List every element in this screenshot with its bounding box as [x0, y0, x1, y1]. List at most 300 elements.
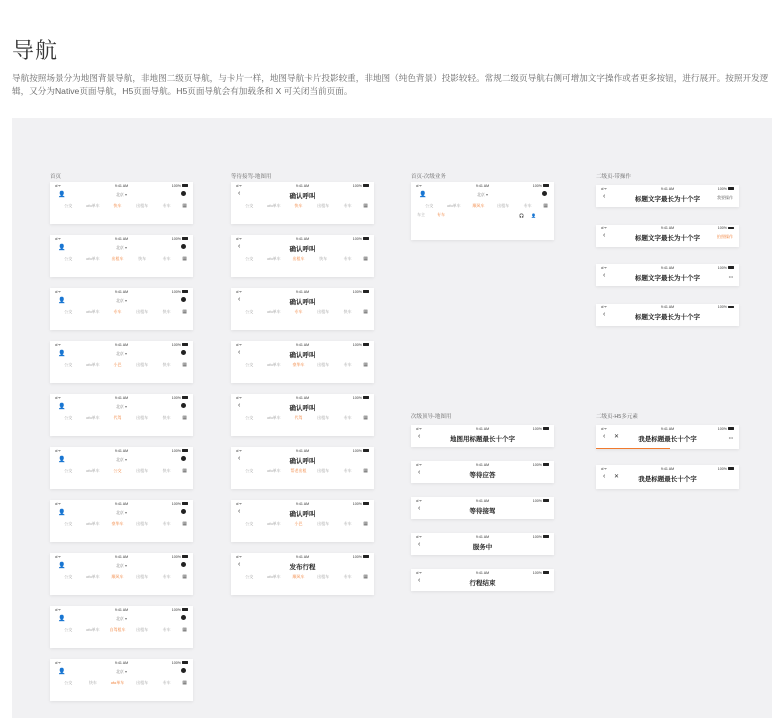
service-tab[interactable]: 公交 — [64, 467, 73, 473]
back-icon[interactable]: ‹ — [238, 560, 241, 568]
message-icon[interactable] — [181, 668, 186, 673]
service-tab[interactable]: ofo单车 — [110, 679, 125, 685]
home-header — [50, 347, 193, 360]
service-tab[interactable]: 专车 — [162, 626, 171, 632]
message-icon[interactable] — [181, 244, 186, 249]
battery — [353, 449, 369, 453]
signal-icon: •ıl ᯤ — [416, 498, 422, 503]
service-tab[interactable]: 出租车 — [317, 202, 330, 208]
signal-icon: •ıl ᯤ — [236, 395, 242, 400]
service-tab[interactable]: ofo单车 — [267, 361, 281, 367]
service-tab[interactable]: 公交 — [64, 414, 73, 420]
service-tabs — [231, 572, 374, 581]
service-tab[interactable]: 豪华车 — [292, 361, 305, 367]
page-description: 导航按照场景分为地图背景导航，非地图二级页导航，与卡片一样，地图导航卡片投影较重，非地图（纯色背景）投影较轻。常规二级页导航右侧可增加文字操作或者更多按钮，进行展开。按照开发逻辑，又分为Native页面导航，H5页面导航。H5页面导航会有加载条和 X 可关闭当前页面。 — [12, 73, 769, 96]
service-tab[interactable]: 小巴 — [294, 520, 303, 526]
message-icon[interactable] — [181, 615, 186, 620]
nav-card — [411, 425, 554, 447]
grid-icon[interactable]: ▦ — [363, 573, 368, 580]
battery-icon — [543, 571, 549, 574]
nav-title: 标题文字最长为十个字 — [635, 274, 700, 282]
close-icon[interactable]: ✕ — [614, 474, 620, 480]
back-icon[interactable]: ‹ — [238, 401, 241, 409]
service-tab[interactable]: 出租车 — [136, 414, 149, 420]
battery-label: 100% — [352, 395, 362, 400]
city-selector[interactable]: 北京 ▾ — [115, 298, 128, 303]
service-tab[interactable]: 专车 — [343, 255, 352, 261]
service-tab[interactable]: ofo单车 — [267, 520, 281, 526]
service-tab[interactable]: 出租车 — [317, 414, 330, 420]
section-label: 首页-次级业务 — [411, 174, 446, 180]
nav-header — [596, 191, 739, 203]
back-icon[interactable]: ‹ — [603, 192, 606, 200]
service-tab[interactable]: ofo单车 — [86, 202, 100, 208]
service-tab[interactable]: 公交 — [245, 520, 254, 526]
battery — [172, 237, 188, 241]
city-selector[interactable]: 北京 ▾ — [115, 616, 128, 621]
message-icon[interactable] — [181, 509, 186, 514]
nav-card — [50, 394, 193, 436]
battery-icon — [182, 237, 188, 240]
city-selector[interactable]: 北京 ▾ — [115, 351, 128, 356]
nav-title: 确认呼叫 — [289, 404, 316, 412]
back-icon[interactable]: ‹ — [418, 432, 421, 440]
service-tab[interactable]: 专车 — [162, 202, 171, 208]
service-tabs — [50, 519, 193, 528]
service-tab[interactable]: 出租车 — [136, 202, 149, 208]
nav-title: 我是标题最长十个字 — [638, 475, 697, 483]
battery — [533, 463, 549, 467]
user-icon[interactable]: 👤 — [58, 404, 66, 410]
section-label: 二级页-带操作 — [596, 174, 631, 180]
back-icon[interactable]: ‹ — [238, 189, 241, 197]
back-icon[interactable]: ‹ — [238, 454, 241, 462]
nav-header — [596, 231, 739, 243]
service-tab[interactable]: 公交 — [64, 573, 73, 579]
status-time: 9:41 AM — [295, 554, 310, 559]
message-icon[interactable] — [181, 562, 186, 567]
service-tab[interactable]: 公交 — [64, 361, 73, 367]
city-selector[interactable]: 北京 ▾ — [115, 192, 128, 197]
service-tab[interactable]: 公交 — [425, 202, 434, 208]
nav-title: 确认呼叫 — [289, 457, 316, 465]
status-time: 9:41 AM — [295, 448, 310, 453]
city-selector[interactable]: 北京 ▾ — [115, 563, 128, 568]
service-tab[interactable]: ofo单车 — [267, 414, 281, 420]
service-tab[interactable]: 出租车 — [317, 467, 330, 473]
service-tab[interactable]: 出租车 — [136, 573, 149, 579]
service-tab[interactable]: ofo单车 — [86, 414, 100, 420]
service-tab[interactable]: 出租车 — [136, 520, 149, 526]
nav-title: 我是标题最长十个字 — [638, 435, 697, 443]
service-tab[interactable]: ofo单车 — [86, 308, 100, 314]
service-tab[interactable]: 顺风车 — [111, 573, 124, 579]
grid-icon[interactable]: ▦ — [363, 308, 368, 315]
grid-icon[interactable]: ▦ — [363, 467, 368, 474]
battery-label: 100% — [171, 607, 181, 612]
back-icon[interactable]: ‹ — [603, 271, 606, 279]
service-tabs — [50, 678, 193, 687]
service-tab[interactable]: 公交 — [113, 467, 122, 473]
service-tab[interactable]: ofo单车 — [447, 202, 461, 208]
service-tab[interactable]: 出租车 — [136, 361, 149, 367]
home-header — [50, 612, 193, 625]
nav-title: 等待接驾 — [469, 507, 496, 515]
battery-icon — [182, 661, 188, 664]
home-header — [50, 294, 193, 307]
back-icon[interactable]: ‹ — [238, 507, 241, 515]
battery-label: 100% — [532, 534, 542, 539]
service-tab[interactable]: 出租车 — [317, 520, 330, 526]
user-icon[interactable]: 👤 — [419, 192, 427, 198]
grid-icon[interactable]: ▦ — [182, 520, 187, 527]
nav-action[interactable]: 拍照操作 — [717, 234, 733, 239]
nav-header — [231, 453, 374, 466]
service-tab[interactable]: 专车 — [294, 308, 303, 314]
status-time: 9:41 AM — [660, 426, 675, 431]
message-icon[interactable] — [181, 191, 186, 196]
service-tab[interactable]: 专车 — [162, 573, 171, 579]
nav-title: 确认呼叫 — [289, 351, 316, 359]
nav-card — [50, 182, 193, 224]
battery-icon — [543, 184, 549, 187]
nav-header — [596, 310, 739, 322]
sub-tab[interactable]: 车主 — [417, 212, 425, 217]
page-title: 导航 — [12, 38, 59, 63]
signal-icon: •ıl ᯤ — [55, 501, 61, 506]
service-tab[interactable]: 出租车 — [136, 308, 149, 314]
battery — [172, 502, 188, 506]
signal-icon: •ıl ᯤ — [236, 236, 242, 241]
battery — [172, 343, 188, 347]
service-tab[interactable]: 专车 — [162, 679, 171, 685]
service-tab[interactable]: ofo单车 — [267, 255, 281, 261]
service-tab[interactable]: ofo单车 — [86, 573, 100, 579]
service-tab[interactable]: 公交 — [245, 255, 254, 261]
service-tab[interactable]: 快车 — [162, 308, 171, 314]
battery-label: 100% — [352, 342, 362, 347]
service-tabs — [50, 466, 193, 475]
back-icon[interactable]: ‹ — [238, 295, 241, 303]
user-icon[interactable]: 👤 — [58, 298, 66, 304]
status-time: 9:41 AM — [295, 395, 310, 400]
service-tab[interactable]: ofo单车 — [86, 520, 100, 526]
back-icon[interactable]: ‹ — [418, 540, 421, 548]
back-icon[interactable]: ‹ — [603, 472, 606, 480]
grid-icon[interactable]: ▦ — [363, 520, 368, 527]
signal-icon: •ıl ᯤ — [601, 265, 607, 270]
battery-label: 100% — [532, 426, 542, 431]
grid-icon[interactable]: ▦ — [182, 414, 187, 421]
signal-icon: •ıl ᯤ — [55, 236, 61, 241]
battery-icon — [182, 184, 188, 187]
service-tabs — [50, 625, 193, 634]
back-icon[interactable]: ‹ — [603, 432, 606, 440]
user-icon[interactable]: 👤 — [58, 192, 66, 198]
battery-label: 100% — [352, 501, 362, 506]
service-tabs — [231, 519, 374, 528]
service-tab[interactable]: 快车 — [319, 255, 328, 261]
home-header — [50, 665, 193, 678]
city-selector[interactable]: 北京 ▾ — [115, 457, 128, 462]
close-icon[interactable]: ✕ — [614, 434, 620, 440]
service-tabs — [50, 201, 193, 210]
user-icon[interactable]: 👤 — [58, 616, 66, 622]
service-tab[interactable]: 出租车 — [317, 573, 330, 579]
signal-icon: •ıl ᯤ — [55, 607, 61, 612]
battery-label: 100% — [352, 289, 362, 294]
service-tab[interactable]: 帮老出租 — [290, 467, 307, 473]
signal-icon: •ıl ᯤ — [236, 501, 242, 506]
service-tab[interactable]: 专车 — [343, 202, 352, 208]
service-tab[interactable]: 快车 — [113, 202, 122, 208]
user-icon[interactable]: 👤 — [58, 669, 66, 675]
grid-icon[interactable]: ▦ — [182, 308, 187, 315]
service-tab[interactable]: 豪华车 — [111, 520, 124, 526]
service-tab[interactable]: 公交 — [245, 414, 254, 420]
battery-label: 100% — [717, 426, 727, 431]
nav-action[interactable]: ••• — [728, 273, 733, 279]
service-tab[interactable]: 专车 — [343, 361, 352, 367]
nav-card — [411, 569, 554, 591]
nav-card — [596, 425, 739, 449]
back-icon[interactable]: ‹ — [418, 576, 421, 584]
service-tab[interactable]: ofo单车 — [86, 361, 100, 367]
signal-icon: •ıl ᯤ — [601, 226, 607, 230]
service-tabs — [411, 201, 554, 210]
nav-card — [411, 533, 554, 555]
grid-icon[interactable]: ▦ — [543, 202, 548, 209]
service-tab[interactable]: 公交 — [64, 255, 73, 261]
battery-icon — [728, 187, 734, 190]
service-tab[interactable]: 出租车 — [497, 202, 510, 208]
service-tab[interactable]: 专车 — [162, 255, 171, 261]
battery-icon — [182, 396, 188, 399]
message-icon[interactable] — [181, 456, 186, 461]
service-tab[interactable]: 公交 — [64, 202, 73, 208]
grid-icon[interactable]: ▦ — [182, 467, 187, 474]
signal-icon: •ıl ᯤ — [416, 183, 422, 188]
service-tab[interactable]: 出租车 — [317, 361, 330, 367]
nav-title: 确认呼叫 — [289, 298, 316, 306]
status-time: 9:41 AM — [660, 265, 675, 270]
service-tab[interactable]: 快车 — [162, 361, 171, 367]
grid-icon[interactable]: ▦ — [363, 202, 368, 209]
service-tab[interactable]: 顺风车 — [292, 573, 305, 579]
status-time: 9:41 AM — [114, 554, 129, 559]
back-icon[interactable]: ‹ — [238, 242, 241, 250]
service-tab[interactable]: ofo单车 — [86, 255, 100, 261]
service-tab[interactable]: 专车 — [523, 202, 532, 208]
user-icon[interactable]: 👤 — [58, 457, 66, 463]
user-icon[interactable]: 👤 — [58, 245, 66, 251]
status-time: 9:41 AM — [114, 236, 129, 241]
headset-icon[interactable]: 🎧 — [519, 212, 524, 218]
more-icon[interactable]: ••• — [728, 434, 733, 440]
nav-header — [231, 241, 374, 254]
grid-icon[interactable]: ▦ — [182, 626, 187, 633]
grid-icon[interactable]: ▦ — [182, 255, 187, 262]
user-icon[interactable]: 👤 — [58, 563, 66, 569]
status-time: 9:41 AM — [295, 236, 310, 241]
nav-header — [411, 503, 554, 515]
service-tab[interactable]: ofo单车 — [86, 467, 100, 473]
battery-label: 100% — [171, 183, 181, 188]
service-tab[interactable]: ofo单车 — [267, 202, 281, 208]
service-tab[interactable]: 快车 — [88, 679, 97, 685]
nav-title: 标题文字最长为十个字 — [635, 314, 700, 321]
service-tab[interactable]: 专车 — [343, 414, 352, 420]
battery — [172, 555, 188, 559]
service-tab[interactable]: 快车 — [343, 308, 352, 314]
service-tabs — [231, 466, 374, 475]
service-tab[interactable]: 代驾 — [294, 414, 303, 420]
home-header — [411, 188, 554, 201]
status-time: 9:41 AM — [475, 498, 490, 503]
battery-icon — [182, 449, 188, 452]
sub-tab[interactable]: 专车 — [437, 212, 445, 217]
message-icon[interactable] — [181, 350, 186, 355]
battery — [718, 187, 734, 191]
nav-action[interactable]: 我要操作 — [717, 194, 733, 200]
battery-label: 100% — [717, 305, 727, 309]
service-tab[interactable]: 快车 — [138, 255, 147, 261]
message-icon[interactable] — [181, 403, 186, 408]
service-tab[interactable]: 出租车 — [136, 679, 149, 685]
section-label: 首页 — [50, 174, 62, 180]
city-selector[interactable]: 北京 ▾ — [115, 404, 128, 409]
grid-icon[interactable]: ▦ — [363, 414, 368, 421]
battery — [718, 427, 734, 431]
battery — [533, 535, 549, 539]
battery-icon — [543, 499, 549, 502]
service-tab[interactable]: 专车 — [162, 520, 171, 526]
city-selector[interactable]: 北京 ▾ — [115, 669, 128, 674]
battery — [718, 305, 734, 309]
home-header — [50, 400, 193, 413]
battery-label: 100% — [352, 448, 362, 453]
service-tab[interactable]: 公交 — [245, 361, 254, 367]
service-tab[interactable]: 专车 — [343, 573, 352, 579]
battery — [353, 555, 369, 559]
service-tab[interactable]: 出租车 — [111, 255, 124, 261]
nav-header — [411, 539, 554, 551]
service-tab[interactable]: 快车 — [294, 202, 303, 208]
back-icon[interactable]: ‹ — [603, 232, 606, 239]
battery — [353, 237, 369, 241]
service-tab[interactable]: 公交 — [245, 573, 254, 579]
service-tabs — [50, 307, 193, 316]
battery-icon — [182, 608, 188, 611]
service-tabs — [50, 572, 193, 581]
grid-icon[interactable]: ▦ — [182, 573, 187, 580]
service-tabs — [231, 254, 374, 263]
user-icon[interactable]: 👤 — [58, 351, 66, 357]
service-tab[interactable]: 公交 — [64, 520, 73, 526]
battery — [172, 449, 188, 453]
grid-icon[interactable]: ▦ — [182, 202, 187, 209]
city-selector[interactable]: 北京 ▾ — [115, 245, 128, 250]
back-icon[interactable]: ‹ — [238, 348, 241, 356]
message-icon[interactable] — [181, 297, 186, 302]
nav-card — [50, 553, 193, 595]
person-icon[interactable]: 👤 — [531, 212, 536, 218]
nav-card — [50, 659, 193, 701]
status-time: 9:41 AM — [475, 183, 490, 188]
battery-label: 100% — [171, 236, 181, 241]
service-tab[interactable]: 快车 — [162, 414, 171, 420]
service-tab[interactable]: 公交 — [245, 467, 254, 473]
grid-icon[interactable]: ▦ — [363, 255, 368, 262]
signal-icon: •ıl ᯤ — [236, 448, 242, 453]
grid-icon[interactable]: ▦ — [182, 361, 187, 368]
back-icon[interactable]: ‹ — [418, 504, 421, 512]
battery — [172, 184, 188, 188]
service-tab[interactable]: 公交 — [64, 626, 73, 632]
service-tab[interactable]: 公交 — [245, 202, 254, 208]
grid-icon[interactable]: ▦ — [182, 679, 187, 686]
nav-header — [596, 431, 739, 443]
service-tab[interactable]: 专车 — [113, 308, 122, 314]
service-tab[interactable]: ofo单车 — [267, 308, 281, 314]
service-tab[interactable]: 出租车 — [136, 626, 149, 632]
battery — [353, 502, 369, 506]
battery-icon — [182, 290, 188, 293]
battery-label: 100% — [532, 570, 542, 575]
status-time: 9:41 AM — [114, 501, 129, 506]
service-tab[interactable]: 出租车 — [292, 255, 305, 261]
service-tab[interactable]: 专车 — [343, 520, 352, 526]
status-time: 9:41 AM — [475, 534, 490, 539]
city-selector[interactable]: 北京 ▾ — [476, 192, 489, 197]
service-tab[interactable]: 出租车 — [136, 467, 149, 473]
service-tab[interactable]: ofo单车 — [267, 467, 281, 473]
service-tab[interactable]: 专车 — [343, 467, 352, 473]
service-tab[interactable]: 自驾租车 — [109, 626, 126, 632]
battery-label: 100% — [171, 342, 181, 347]
city-selector[interactable]: 北京 ▾ — [115, 510, 128, 515]
battery-icon — [182, 555, 188, 558]
service-tab[interactable]: 顺风车 — [472, 202, 485, 208]
nav-card — [231, 394, 374, 436]
battery-label: 100% — [532, 498, 542, 503]
message-icon[interactable] — [542, 191, 547, 196]
status-time: 9:41 AM — [114, 183, 129, 188]
status-time: 9:41 AM — [475, 570, 490, 575]
service-tab[interactable]: 小巴 — [113, 361, 122, 367]
back-icon[interactable]: ‹ — [603, 311, 606, 318]
back-icon[interactable]: ‹ — [418, 468, 421, 476]
service-tab[interactable]: 快车 — [162, 467, 171, 473]
service-tab[interactable]: 公交 — [245, 308, 254, 314]
service-tab[interactable]: ofo单车 — [86, 626, 100, 632]
status-time: 9:41 AM — [114, 289, 129, 294]
nav-card — [50, 288, 193, 330]
grid-icon[interactable]: ▦ — [363, 361, 368, 368]
service-tab[interactable]: 出租车 — [317, 308, 330, 314]
nav-card — [596, 185, 739, 207]
service-tab[interactable]: 代驾 — [113, 414, 122, 420]
service-tab[interactable]: 公交 — [64, 308, 73, 314]
nav-title: 确认呼叫 — [289, 510, 316, 518]
nav-card — [231, 553, 374, 595]
nav-title: 服务中 — [472, 543, 493, 551]
service-tab[interactable]: 公交 — [64, 679, 73, 685]
user-icon[interactable]: 👤 — [58, 510, 66, 516]
service-tab[interactable]: ofo单车 — [267, 573, 281, 579]
battery-icon — [543, 463, 549, 466]
nav-title: 地图用标题最长十个字 — [450, 435, 515, 443]
